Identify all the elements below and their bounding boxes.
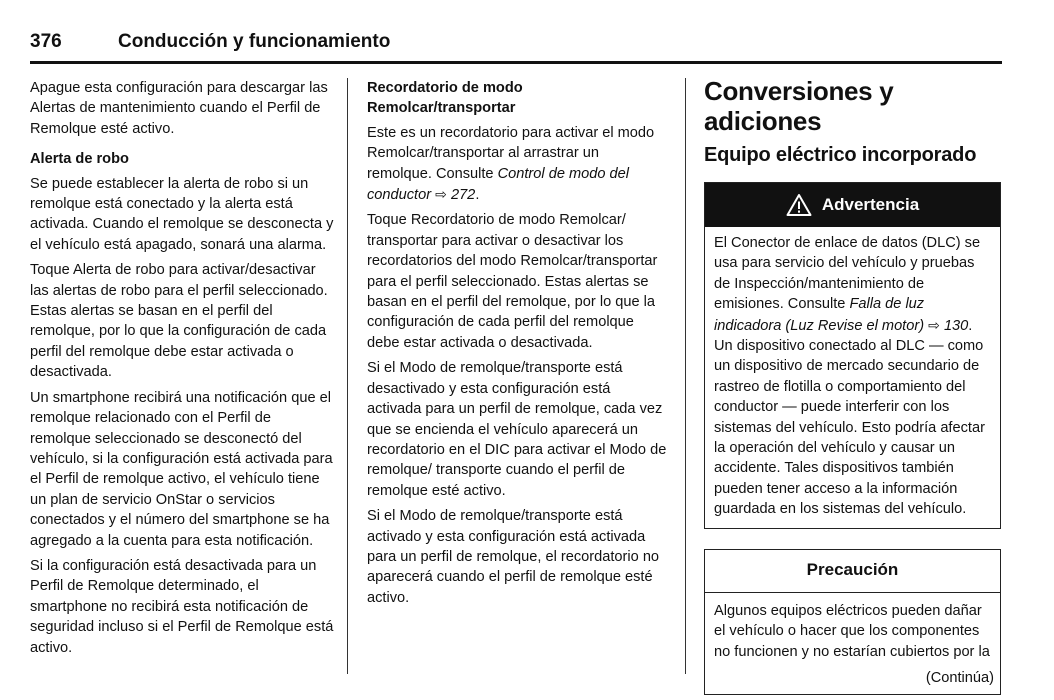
page-ref-arrow-icon: ⇨ [435, 186, 447, 203]
warning-box [704, 182, 1001, 529]
warning-header [705, 183, 1000, 227]
warning-text [714, 233, 991, 520]
heading-recordatorio: Recordatorio de modo Remolcar/transportar [367, 80, 523, 117]
column-divider [347, 78, 348, 674]
paragraph: Este es un recordatorio para activar el modo Remolcar/transportar al arrastrar un remolque. Consulte Control de modo del conductor ⇨ 272. [367, 124, 655, 204]
warning-triangle-icon [786, 193, 812, 217]
page-ref-arrow-icon: ⇨ [928, 316, 940, 333]
warning-body [705, 227, 1000, 528]
column-right [704, 78, 1002, 695]
page-header [30, 28, 1002, 58]
page-number: 376 [30, 31, 62, 52]
paragraph: Apague esta configuración para descargar las Alertas de mantenimiento cuando el Perfil de Remolque esté activo. [30, 80, 328, 137]
chapter-title: Conversiones y adiciones [704, 76, 894, 136]
caution-box [704, 549, 1001, 696]
column-divider [685, 78, 686, 674]
page-reference[interactable]: 130 [943, 317, 969, 334]
caution-body [705, 593, 1000, 695]
section-subtitle: Equipo eléctrico incorporado [704, 144, 977, 166]
paragraph: Se puede establecer la alerta de robo si un remolque está conectado y la alerta está activada. Cuando el remolque se desconecta y el vehículo está apagado, sonará una alarma. [30, 175, 334, 253]
continued-note: (Continúa) [925, 669, 994, 686]
paragraph: Si el Modo de remolque/transporte está activado y esta configuración está activada para un perfil de remolque, el recordatorio no aparecerá cuando el perfil de remolque esté activo. [367, 508, 660, 606]
column-left [30, 78, 334, 663]
page-reference[interactable]: 272 [450, 187, 476, 204]
warning-label: Advertencia [821, 194, 920, 214]
text: El Conector de enlace de datos (DLC) se usa para servicio del vehículo y pruebas de Inspección/mantenimiento de emisiones. Consulte [714, 235, 981, 313]
text: Este es un recordatorio para activar el modo Remolcar/transportar al arrastrar un remolque. Consulte [367, 124, 655, 182]
cross-reference-link[interactable]: Control de modo del conductor [367, 165, 630, 204]
caution-text: Algunos equipos eléctricos pueden dañar el vehículo o hacer que los componentes no funcionen y no estarían cubiertos por la [714, 602, 990, 660]
paragraph: Si el Modo de remolque/transporte está desactivado y esta configuración está activada para un perfil de remolque, cada vez que se encienda el vehículo aparecerá un recordatorio en el DIC para activar el Modo de remolque/ transporte cuando el perfil de remolque esté activo. [367, 360, 667, 499]
paragraph: Un smartphone recibirá una notificación que el remolque relacionado con el Perfil de remolque seleccionado se desconectó del vehículo, si la configuración está activada para el Perfil de remolque activo, el vehículo tiene un plan de servicio OnStar o servicios conectados y el número del smartphone se ha agregado a la cuenta para esta notificación. [30, 389, 333, 549]
paragraph: Si la configuración está desactivada para un Perfil de Remolque determinado, el smartphone no recibirá esta notificación de seguridad incluso si el Perfil de Remolque está activo. [30, 557, 334, 656]
header-rule [30, 61, 1002, 64]
cross-reference-link[interactable]: Falla de luz indicadora (Luz Revise el motor) [714, 296, 925, 334]
heading-alerta-robo: Alerta de robo [30, 151, 129, 168]
column-middle [367, 78, 667, 613]
caution-header: Precaución [705, 550, 1000, 593]
paragraph: Toque Recordatorio de modo Remolcar/ transportar para activar o desactivar los recordatorios del modo Remolcar/transportar para el perfil seleccionado. Estas alertas se basan en el perfil del remolque, por lo que la configuración de cada perfil del remolque debe estar activada o desactivada. [367, 212, 658, 351]
text: . Un dispositivo conectado al DLC — como un dispositivo de mercado secundario de rastreo de flotilla o comportamiento del conductor — puede interferir con los sistemas del vehículo. Esto podría afectar la operación del vehículo y causar un accidente. Tales dispositivos también pueden tener acceso a la información guardada en los sistemas del vehículo. [714, 317, 985, 518]
section-title: Conducción y funcionamiento [118, 31, 391, 52]
paragraph: Toque Alerta de robo para activar/desactivar las alertas de robo para el perfil seleccionado. Estas alertas se basan en el perfil del remolque, por lo que la configuración de cada perfil del remolque debe estar activada o desactivada. [30, 262, 328, 381]
